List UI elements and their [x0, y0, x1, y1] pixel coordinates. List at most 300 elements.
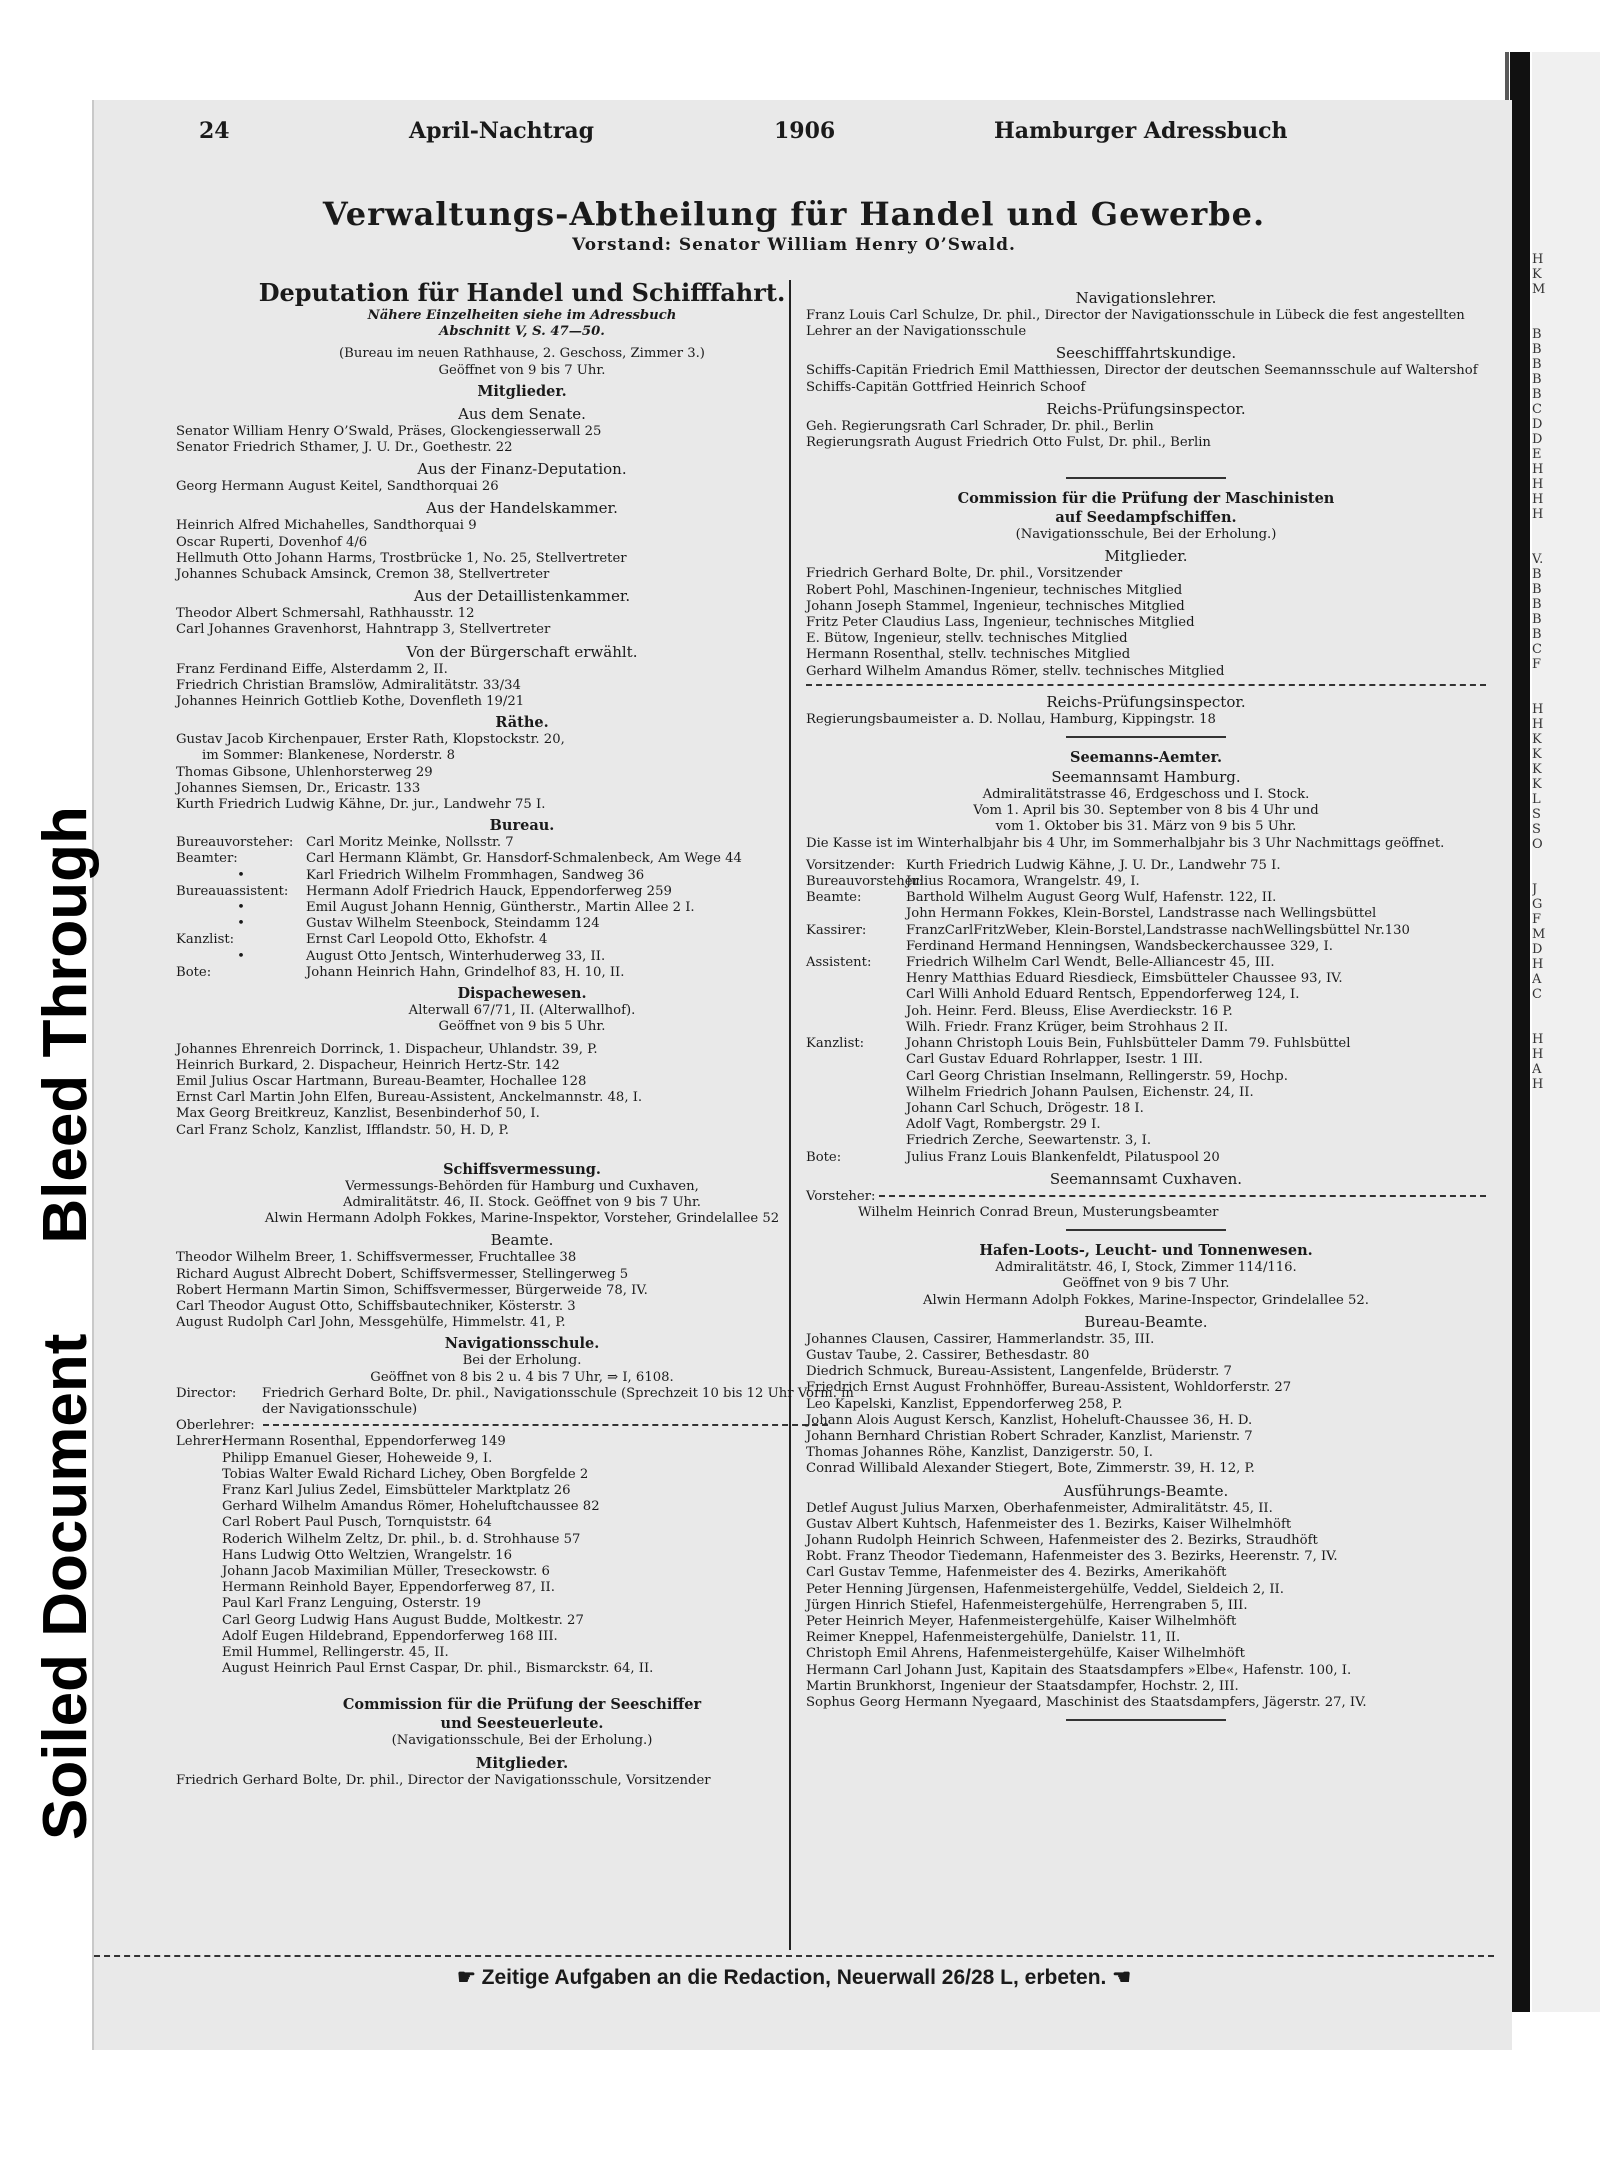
next-page-fragment: L	[1532, 792, 1541, 807]
inspector-list	[806, 419, 1486, 451]
harbour-hours: Geöffnet von 9 bis 7 Uhr.	[1062, 1276, 1230, 1292]
seamen-offices-heading: Seemanns-Aemter.	[1069, 749, 1223, 767]
staff-entry: Johann Heinrich Hahn, Grindelhof 83, H. 10, II.	[306, 964, 625, 980]
harbour-executive-heading: Ausführungs-Beamte.	[1063, 1481, 1229, 1500]
staff-role	[806, 1052, 906, 1068]
captains-commission-heading-2: und Seesteuerleute.	[440, 1715, 604, 1733]
staff-row	[806, 1117, 1486, 1133]
next-page-fragment: B	[1532, 612, 1542, 627]
staff-role: •	[237, 916, 245, 932]
list-item: Robert Pohl, Maschinen-Ingenieur, technisches Mitglied	[806, 582, 1183, 598]
list-item: Schiffs-Capitän Gottfried Heinrich Schoof	[806, 379, 1086, 395]
navteachers-text: Franz Louis Carl Schulze, Dr. phil., Director der Navigationsschule in Lübeck die fest angestellten Lehrer an der Navigationsschule	[806, 308, 1465, 340]
staff-role	[806, 987, 906, 1003]
side-label-second: Bleed Through	[31, 806, 100, 1244]
next-page-fragment: B	[1532, 327, 1542, 342]
staff-entry: Gustav Wilhelm Steenbock, Steindamm 124	[306, 916, 600, 932]
engineers-commission-heading-2: auf Seedampfschiffen.	[1055, 509, 1237, 527]
staff-row	[176, 835, 868, 851]
next-page-fragment: S	[1532, 822, 1541, 837]
staff-role: Beamte:	[806, 890, 862, 906]
staff-entry: Wilhelm Friedrich Johann Paulsen, Eichenstr. 24, II.	[906, 1084, 1254, 1100]
list-item: Gerhard Wilhelm Amandus Römer, Hoheluftchaussee 82	[222, 1499, 600, 1515]
list-item: Johannes Heinrich Gottlieb Kothe, Dovenfleth 19/21	[176, 694, 525, 710]
next-page-fragment: H	[1532, 717, 1544, 732]
staff-row	[806, 971, 1486, 987]
list-item: Ernst Carl Martin John Elfen, Bureau-Assistent, Anckelmannstr. 48, I.	[176, 1090, 643, 1106]
list-item: Detlef August Julius Marxen, Oberhafenmeister, Admiralitätstr. 45, II.	[806, 1500, 1273, 1516]
list-item: Diedrich Schmuck, Bureau-Assistent, Langenfelde, Brüderstr. 7	[806, 1364, 1232, 1380]
next-page-fragment: H	[1532, 252, 1544, 267]
side-label-first: Soiled Document	[31, 1333, 100, 1840]
list-item: Hans Ludwig Otto Weltzien, Wrangelstr. 16	[222, 1547, 513, 1563]
harbour-address: Admiralitätstr. 46, I, Stock, Zimmer 114/116.	[995, 1260, 1297, 1276]
staff-role: Bureauvorsteher:	[806, 874, 924, 890]
staff-entry: Hermann Adolf Friedrich Hauck, Eppendorferweg 259	[306, 883, 672, 899]
captains-commission-member: Friedrich Gerhard Bolte, Dr. phil., Director der Navigationsschule, Vorsitzender	[176, 1772, 711, 1788]
staff-role: Beamter:	[176, 851, 238, 867]
captains-commission-location: (Navigationsschule, Bei der Erholung.)	[391, 1733, 653, 1749]
staff-entry: Julius Rocamora, Wrangelstr. 49, I.	[906, 874, 1140, 890]
staff-entry: Adolf Vagt, Rombergstr. 29 I.	[906, 1117, 1101, 1133]
councillors-heading: Räthe.	[495, 714, 549, 732]
next-page-fragment: K	[1532, 762, 1542, 777]
staff-role: •	[237, 867, 245, 883]
staff-role: Kanzlist:	[176, 932, 235, 948]
list-item: Johann Jacob Maximilian Müller, Treseckowstr. 6	[222, 1563, 550, 1579]
staff-row	[806, 1036, 1486, 1052]
list-item: Franz Karl Julius Zedel, Eimsbütteler Marktplatz 26	[222, 1482, 571, 1498]
navteachers-heading: Navigationslehrer.	[1075, 289, 1217, 307]
staff-entry: John Hermann Fokkes, Klein-Borstel, Landstrasse nach Wellingsbüttel	[906, 906, 1377, 922]
list-item: Leo Kapelski, Kanzlist, Eppendorferweg 258, P.	[806, 1396, 1123, 1412]
page-footer	[94, 1955, 1494, 1990]
staff-role	[806, 1085, 906, 1101]
next-page-fragment: B	[1532, 627, 1542, 642]
document-page	[92, 100, 1512, 2050]
next-page-fragment: A	[1532, 1062, 1542, 1077]
list-item: Hermann Carl Johann Just, Kapitain des Staatsdampfers »Elbe«, Hafenstr. 100, I.	[806, 1662, 1352, 1678]
staff-role: Vorsitzender:	[806, 857, 896, 873]
staff-role	[806, 1101, 906, 1117]
list-item: Senator William Henry O’Swald, Präses, Glockengiesserwall 25	[176, 423, 602, 439]
list-item: Christoph Emil Ahrens, Hafenmeistergehülfe, Kaiser Wilhelmhöft	[806, 1646, 1245, 1662]
staff-row	[176, 916, 868, 932]
staff-row	[176, 949, 868, 965]
list-item: Friedrich Christian Bramslöw, Admiralitätstr. 33/34	[176, 677, 521, 693]
staff-entry: Barthold Wilhelm August Georg Wulf, Hafenstr. 122, II.	[906, 890, 1277, 906]
pointing-hand-left-icon: ☛	[456, 1966, 482, 1989]
next-page-fragment: H	[1532, 507, 1544, 522]
list-item: Peter Heinrich Meyer, Hafenmeistergehülfe, Kaiser Wilhelmhöft	[806, 1613, 1237, 1629]
next-page-fragment: B	[1532, 387, 1542, 402]
chamber-heading: Aus der Handelskammer.	[426, 499, 618, 518]
list-item: Robert Hermann Martin Simon, Schiffsvermesser, Bürgerweide 78, IV.	[176, 1282, 648, 1298]
list-item: Theodor Wilhelm Breer, 1. Schiffsvermesser, Fruchtallee 38	[176, 1250, 577, 1266]
side-label	[30, 806, 101, 1840]
list-item: Vermessungs-Behörden für Hamburg und Cuxhaven,	[345, 1178, 699, 1194]
retail-heading: Aus der Detaillistenkammer.	[413, 587, 631, 606]
next-page-fragment: J	[1532, 882, 1538, 897]
list-item: Johann Alois August Kersch, Kanzlist, Hoheluft-Chaussee 36, H. D.	[806, 1412, 1253, 1428]
next-page-fragment: B	[1532, 342, 1542, 357]
list-item: Schiffs-Capitän Friedrich Emil Matthiessen, Director der deutschen Seemannsschule auf Waltershof	[806, 363, 1478, 379]
list-item: Heinrich Alfred Michahelles, Sandthorquai 9	[176, 518, 477, 534]
list-item: Reimer Kneppel, Hafenmeistergehülfe, Danielstr. 11, II.	[806, 1630, 1181, 1646]
next-page-fragment: M	[1532, 927, 1546, 942]
staff-row	[806, 1020, 1486, 1036]
seafaring-experts	[806, 363, 1486, 395]
list-item: Carl Franz Scholz, Kanzlist, Ifflandstr. 50, H. D, P.	[176, 1122, 509, 1138]
staff-row	[806, 1052, 1486, 1068]
staff-role: Bureauvorsteher:	[176, 835, 294, 851]
engineers-commission-heading-1: Commission für die Prüfung der Maschinisten	[957, 490, 1335, 508]
staff-row	[176, 884, 868, 900]
staff-role	[806, 906, 906, 922]
seamen-office-staff	[806, 858, 1486, 1166]
list-item: Gustav Jacob Kirchenpauer, Erster Rath, Klopstockstr. 20,	[176, 732, 565, 748]
list-item: Roderich Wilhelm Zeltz, Dr. phil., b. d. Strohhause 57	[222, 1531, 581, 1547]
staff-entry: Joh. Heinr. Ferd. Bleuss, Elise Averdieckstr. 16 P.	[906, 1003, 1233, 1019]
staff-row	[806, 1101, 1486, 1117]
list-item: Richard August Albrecht Dobert, Schiffsvermesser, Stellingerweg 5	[176, 1266, 629, 1282]
next-page-fragment: B	[1532, 567, 1542, 582]
cuxhaven-vorsteher	[806, 1189, 1486, 1205]
staff-role	[806, 1004, 906, 1020]
captains-commission-heading-1: Commission für die Prüfung der Seeschiffer	[342, 1696, 702, 1714]
next-page-fragment: V.	[1532, 552, 1544, 567]
next-page-fragment: D	[1532, 417, 1543, 432]
inspector2-text: Regierungsbaumeister a. D. Nollau, Hamburg, Kippingstr. 18	[806, 711, 1216, 727]
director-text: Friedrich Gerhard Bolte, Dr. phil., Navigationsschule (Sprechzeit 10 bis 12 Uhr Vorm. in der Navigationsschule)	[262, 1385, 854, 1417]
harbour-executive-staff	[806, 1501, 1486, 1712]
list-item: Carl Gustav Temme, Hafenmeister des 4. Bezirks, Amerikahöft	[806, 1565, 1227, 1581]
list-item: Philipp Emanuel Gieser, Hoheweide 9, I.	[222, 1450, 493, 1466]
staff-entry: FranzCarlFritzWeber, Klein-Borstel,Landstrasse nachWellingsbüttel Nr.130	[906, 922, 1410, 938]
staff-row	[806, 1069, 1486, 1085]
list-item: Carl Johannes Gravenhorst, Hahntrapp 3, Stellvertreter	[176, 622, 551, 638]
inspector2-heading: Reichs-Prüfungsinspector.	[1046, 692, 1246, 711]
seamen-office-hours-2: vom 1. Oktober bis 31. März von 9 bis 5 Uhr.	[995, 819, 1297, 835]
list-item: Martin Brunkhorst, Ingenieur der Staatsdampfer, Hochstr. 2, III.	[806, 1678, 1239, 1694]
publication-name: Hamburger Adressbuch	[994, 118, 1288, 144]
cuxhaven-label: Vorsteher:	[806, 1188, 876, 1204]
staff-role: Bote:	[806, 1149, 842, 1165]
staff-entry: Ferdinand Hermand Henningsen, Wandsbeckerchaussee 329, I.	[906, 938, 1333, 954]
seamen-office-hamburg-heading: Seemannsamt Hamburg.	[1051, 768, 1241, 787]
staff-row	[806, 939, 1486, 955]
list-item: Max Georg Breitkreuz, Kanzlist, Besenbinderhof 50, I.	[176, 1106, 540, 1122]
next-page-fragment: B	[1532, 357, 1542, 372]
staff-role	[806, 1133, 906, 1149]
dispache-hours: Geöffnet von 9 bis 5 Uhr.	[438, 1019, 606, 1035]
list-item: Theodor Albert Schmersahl, Rathhausstr. 12	[176, 606, 475, 622]
next-page-fragment: F	[1532, 657, 1542, 672]
next-page-edge	[1532, 52, 1600, 2012]
staff-role	[806, 1020, 906, 1036]
staff-role: •	[237, 900, 245, 916]
engineers-commission-members	[806, 566, 1486, 679]
next-page-fragment: H	[1532, 702, 1544, 717]
list-item: Geh. Regierungsrath Carl Schrader, Dr. phil., Berlin	[806, 418, 1154, 434]
list-item: Sophus Georg Hermann Nyegaard, Maschinist des Staatsdampfers, Jägerstr. 27, IV.	[806, 1695, 1367, 1710]
staff-role	[806, 971, 906, 987]
next-page-fragment: A	[1532, 972, 1542, 987]
engineers-commission-members-heading: Mitglieder.	[1104, 547, 1188, 566]
list-item: Jürgen Hinrich Stiefel, Hafenmeistergehülfe, Herrengraben 5, III.	[806, 1597, 1248, 1613]
surveying-info	[176, 1179, 868, 1228]
staff-entry: Kurth Friedrich Ludwig Kähne, J. U. Dr., Landwehr 75 I.	[906, 857, 1281, 873]
staff-row	[806, 955, 1486, 971]
staff-role	[806, 1117, 906, 1133]
staff-row	[806, 858, 1486, 874]
supplement-label: April-Nachtrag	[409, 118, 595, 144]
staff-row	[176, 965, 868, 981]
navschool-location: Bei der Erholung.	[462, 1353, 582, 1369]
retail-list	[176, 606, 868, 638]
staff-role: Assistent:	[806, 955, 872, 971]
next-page-fragment: H	[1532, 957, 1544, 972]
dispache-heading: Dispachewesen.	[457, 985, 587, 1003]
bureau-hours: Geöffnet von 9 bis 7 Uhr.	[438, 362, 606, 378]
list-item: Johannes Clausen, Cassirer, Hammerlandstr. 35, III.	[806, 1331, 1155, 1347]
staff-entry: Karl Friedrich Wilhelm Frommhagen, Sandweg 36	[306, 867, 645, 883]
list-item: Johannes Siemsen, Dr., Ericastr. 133	[176, 780, 421, 796]
bureau-location: (Bureau im neuen Rathhause, 2. Geschoss, Zimmer 3.)	[339, 346, 705, 362]
harbour-inspector: Alwin Hermann Adolph Fokkes, Marine-Inspector, Grindelallee 52.	[923, 1292, 1369, 1308]
staff-row	[176, 932, 868, 948]
harbour-heading: Hafen-Loots-, Leucht- und Tonnenwesen.	[979, 1242, 1313, 1260]
staff-row	[806, 874, 1486, 890]
staff-row	[806, 923, 1486, 939]
bureau-staff	[176, 835, 868, 981]
list-item: Hellmuth Otto Johann Harms, Trostbrücke 1, No. 25, Stellvertreter	[176, 550, 627, 566]
list-item: Paul Karl Franz Lenguing, Osterstr. 19	[222, 1596, 482, 1612]
deputation-title: Deputation für Handel und Schifffahrt.	[258, 278, 786, 307]
navschool-heading: Navigationsschule.	[444, 1335, 600, 1353]
staff-entry: August Otto Jentsch, Winterhuderweg 33, II.	[306, 948, 606, 964]
dispache-address: Alterwall 67/71, II. (Alterwallhof).	[408, 1003, 636, 1019]
next-page-fragment: D	[1532, 432, 1543, 447]
list-item: Heinrich Burkard, 2. Dispacheur, Heinrich Hertz-Str. 142	[176, 1057, 560, 1073]
navschool-director	[176, 1386, 868, 1418]
page-header	[94, 118, 1512, 158]
next-page-fragment: B	[1532, 372, 1542, 387]
next-page-fragment: G	[1532, 897, 1543, 912]
list-item: Peter Henning Jürgensen, Hafenmeistergehülfe, Veddel, Sieldeich 2, II.	[806, 1581, 1284, 1597]
staff-entry: Carl Gustav Eduard Rohrlapper, Isestr. 1 III.	[906, 1052, 1203, 1068]
list-item: Thomas Gibsone, Uhlenhorsterweg 29	[176, 764, 433, 780]
next-page-fragment: C	[1532, 987, 1542, 1002]
list-item: im Sommer: Blankenese, Norderstr. 8	[202, 748, 455, 764]
next-page-fragment: C	[1532, 402, 1542, 417]
teachers-label: Lehrer:	[176, 1434, 226, 1450]
staff-entry: Johann Christoph Louis Bein, Fuhlsbütteler Damm 79. Fuhlsbüttel	[906, 1036, 1351, 1052]
list-item: E. Bütow, Ingenieur, stellv. technisches Mitglied	[806, 631, 1128, 647]
senate-heading: Aus dem Senate.	[458, 404, 586, 423]
next-page-fragment: H	[1532, 1047, 1544, 1062]
bureau-heading: Bureau.	[489, 817, 555, 835]
list-item: Hermann Rosenthal, stellv. technisches Mitglied	[806, 647, 1131, 663]
staff-entry: Friedrich Zerche, Seewartenstr. 3, I.	[906, 1133, 1152, 1149]
list-item: August Rudolph Carl John, Messgehülfe, Himmelstr. 41, P.	[176, 1315, 566, 1331]
list-item: Fritz Peter Claudius Lass, Ingenieur, technisches Mitglied	[806, 615, 1195, 631]
staff-entry: Emil August Johann Hennig, Güntherstr., Martin Allee 2 I.	[306, 900, 695, 916]
left-column	[176, 278, 868, 1789]
page-number: 24	[199, 118, 230, 144]
cuxhaven-heading: Seemannsamt Cuxhaven.	[1049, 1169, 1243, 1188]
list-item: Johann Bernhard Christian Robert Schrader, Kanzlist, Marienstr. 7	[806, 1428, 1253, 1444]
next-page-fragment: E	[1532, 447, 1542, 462]
staff-row	[806, 1004, 1486, 1020]
next-page-fragment: H	[1532, 462, 1544, 477]
list-item: Johann Joseph Stammel, Ingenieur, technisches Mitglied	[806, 598, 1185, 614]
list-item: Gustav Taube, 2. Cassirer, Bethesdastr. 80	[806, 1347, 1090, 1363]
list-item: Oscar Ruperti, Dovenhof 4/6	[176, 534, 368, 550]
engineers-commission-location: (Navigationsschule, Bei der Erholung.)	[1015, 527, 1277, 543]
senate-list	[176, 424, 868, 456]
staff-entry: Wilh. Friedr. Franz Krüger, beim Strohhaus 2 II.	[906, 1019, 1229, 1035]
note-line-1: Nähere Einzelheiten siehe im Adressbuch	[367, 308, 677, 323]
staff-role: Bureauassistent:	[176, 883, 289, 899]
cuxhaven-member: Wilhelm Heinrich Conrad Breun, Musterungsbeamter	[858, 1204, 1219, 1220]
next-page-fragment: H	[1532, 492, 1544, 507]
staff-role: Kassirer:	[806, 922, 867, 938]
councillors-list	[176, 732, 868, 813]
staff-entry: Carl Willi Anhold Eduard Rentsch, Eppendorferweg 124, I.	[906, 987, 1300, 1003]
next-page-fragment: D	[1532, 942, 1543, 957]
staff-entry: Julius Franz Louis Blankenfeldt, Pilatuspool 20	[906, 1149, 1220, 1165]
inspector-heading: Reichs-Prüfungsinspector.	[1046, 399, 1246, 418]
book-spine	[1510, 52, 1530, 2012]
captains-commission-members-heading: Mitglieder.	[475, 1753, 569, 1772]
list-item: August Heinrich Paul Ernst Caspar, Dr. phil., Bismarckstr. 64, II.	[222, 1661, 654, 1677]
staff-role	[806, 939, 906, 955]
next-page-fragment: K	[1532, 777, 1542, 792]
next-page-fragment: F	[1532, 912, 1542, 927]
page-subtitle: Vorstand: Senator William Henry O’Swald.	[572, 235, 1016, 255]
staff-entry: Carl Hermann Klämbt, Gr. Hansdorf-Schmalenbeck, Am Wege 44	[306, 851, 742, 867]
list-item: Carl Robert Paul Pusch, Tornquiststr. 64	[222, 1515, 492, 1531]
staff-row	[176, 900, 868, 916]
staff-role: Bote:	[176, 964, 212, 980]
dispache-list	[176, 1042, 868, 1139]
staff-row	[176, 868, 868, 884]
citizenry-heading: Von der Bürgerschaft erwählt.	[406, 642, 638, 661]
staff-entry: Johann Carl Schuch, Drögestr. 18 I.	[906, 1100, 1144, 1116]
oberlehrer-label: Oberlehrer:	[176, 1418, 255, 1434]
list-item: Friedrich Gerhard Bolte, Dr. phil., Vorsitzender	[806, 566, 1123, 582]
harbour-bureau-heading: Bureau-Beamte.	[1084, 1312, 1208, 1331]
list-item: Friedrich Ernst August Frohnhöffer, Bureau-Assistent, Wohldorferstr. 27	[806, 1380, 1292, 1396]
citizenry-list	[176, 662, 868, 711]
navschool-oberlehrer	[176, 1418, 868, 1434]
next-page-fragment: K	[1532, 732, 1542, 747]
next-page-fragment: O	[1532, 837, 1543, 852]
list-item: Gustav Albert Kuhtsch, Hafenmeister des 1. Bezirks, Kaiser Wilhelmhöft	[806, 1516, 1292, 1532]
seamen-office-cash-desk: Die Kasse ist im Winterhalbjahr bis 4 Uhr, im Sommerhalbjahr bis 3 Uhr Nachmittags geöffnet.	[806, 835, 1445, 851]
next-page-fragment: C	[1532, 642, 1542, 657]
list-item: Thomas Johannes Röhe, Kanzlist, Danzigerstr. 50, I.	[806, 1445, 1153, 1461]
list-item: Senator Friedrich Sthamer, J. U. Dr., Goethestr. 22	[176, 440, 513, 456]
staff-row	[176, 851, 868, 867]
staff-entry: Henry Matthias Eduard Riesdieck, Eimsbütteler Chaussee 93, IV.	[906, 971, 1343, 987]
list-item: Admiralitätstr. 46, II. Stock. Geöffnet von 9 bis 7 Uhr.	[342, 1194, 701, 1210]
list-item: Robt. Franz Theodor Tiedemann, Hafenmeister des 3. Bezirks, Heerenstr. 7, IV.	[806, 1549, 1338, 1565]
finance-heading: Aus der Finanz-Deputation.	[417, 460, 627, 479]
staff-entry: Ernst Carl Leopold Otto, Ekhofstr. 4	[306, 932, 548, 948]
teachers-list	[222, 1434, 868, 1677]
list-item: Johann Rudolph Heinrich Schween, Hafenmeister des 2. Bezirks, Straudhöft	[806, 1532, 1318, 1548]
staff-row	[806, 1150, 1486, 1166]
list-item: Alwin Hermann Adolph Fokkes, Marine-Inspektor, Vorsteher, Grindelallee 52	[264, 1211, 780, 1227]
staff-role: Kanzlist:	[806, 1036, 865, 1052]
next-page-fragment: B	[1532, 582, 1542, 597]
next-page-fragment: S	[1532, 807, 1541, 822]
list-item: Carl Theodor August Otto, Schiffsbautechniker, Kösterstr. 3	[176, 1298, 576, 1314]
navschool-hours: Geöffnet von 8 bis 2 u. 4 bis 7 Uhr, ⇒ I, 6108.	[370, 1369, 674, 1385]
next-page-fragment: B	[1532, 597, 1542, 612]
staff-row	[806, 890, 1486, 906]
seamen-office-hours-1: Vom 1. April bis 30. September von 8 bis 4 Uhr und	[973, 803, 1319, 819]
list-item: Hermann Rosenthal, Eppendorferweg 149	[222, 1434, 506, 1450]
navschool-teachers	[176, 1434, 868, 1677]
members-heading: Mitglieder.	[477, 382, 567, 400]
list-item: Kurth Friedrich Ludwig Kähne, Dr. jur., Landwehr 75 I.	[176, 797, 546, 813]
next-page-fragment: H	[1532, 1032, 1544, 1047]
chamber-list	[176, 518, 868, 583]
list-item: Franz Ferdinand Eiffe, Alsterdamm 2, II.	[176, 661, 448, 677]
list-item: Hermann Reinhold Bayer, Eppendorferweg 87, II.	[222, 1580, 555, 1596]
surveying-heading: Schiffsvermessung.	[443, 1160, 601, 1178]
next-page-fragment: K	[1532, 747, 1542, 762]
staff-entry: Carl Moritz Meinke, Nollsstr. 7	[306, 835, 514, 851]
list-item: Emil Julius Oscar Hartmann, Bureau-Beamter, Hochallee 128	[176, 1073, 587, 1089]
staff-entry: Friedrich Wilhelm Carl Wendt, Belle-Alliancestr 45, III.	[906, 955, 1275, 971]
page-title: Verwaltungs-Abtheilung für Handel und Gewerbe.	[322, 195, 1266, 233]
list-item: Carl Georg Ludwig Hans August Budde, Moltkestr. 27	[222, 1612, 584, 1628]
harbour-bureau-staff	[806, 1332, 1486, 1478]
list-item: Adolf Eugen Hildebrand, Eppendorferweg 168 III.	[222, 1628, 558, 1644]
staff-role	[806, 1069, 906, 1085]
staff-row	[806, 906, 1486, 922]
list-item: Johannes Ehrenreich Dorrinck, 1. Dispacheur, Uhlandstr. 39, P.	[176, 1041, 598, 1057]
staff-row	[806, 1085, 1486, 1101]
list-item: Regierungsrath August Friedrich Otto Fulst, Dr. phil., Berlin	[806, 435, 1211, 451]
staff-role: •	[237, 948, 245, 964]
note-line-2: Abschnitt V, S. 47—50.	[439, 324, 605, 340]
list-item: Georg Hermann August Keitel, Sandthorquai 26	[176, 479, 499, 495]
year: 1906	[774, 118, 836, 144]
footer-text: Zeitige Aufgaben an die Redaction, Neuerwall 26/28 L, erbeten.	[481, 1966, 1107, 1989]
seafaring-experts-heading: Seeschifffahrtskundige.	[1055, 344, 1237, 363]
list-item: Johannes Schuback Amsinck, Cremon 38, Stellvertreter	[176, 567, 550, 583]
next-page-fragment: K	[1532, 267, 1542, 282]
list-item: Gerhard Wilhelm Amandus Römer, stellv. technisches Mitglied	[806, 663, 1225, 679]
next-page-fragment: H	[1532, 477, 1544, 492]
staff-entry: Carl Georg Christian Inselmann, Rellingerstr. 59, Hochp.	[906, 1068, 1288, 1084]
list-item: Conrad Willibald Alexander Stiegert, Bote, Zimmerstr. 39, H. 12, P.	[806, 1461, 1255, 1477]
surveying-officials	[176, 1250, 868, 1331]
list-item: Tobias Walter Ewald Richard Lichey, Oben Borgfelde 2	[222, 1466, 589, 1482]
next-page-fragment: H	[1532, 1077, 1544, 1092]
surveying-officials-heading: Beamte.	[490, 1231, 554, 1250]
next-page-fragment: M	[1532, 282, 1546, 297]
director-label: Director:	[176, 1385, 237, 1401]
list-item: Emil Hummel, Rellingerstr. 45, II.	[222, 1645, 449, 1660]
staff-row	[806, 987, 1486, 1003]
pointing-hand-right-icon: ☚	[1112, 1966, 1132, 1989]
